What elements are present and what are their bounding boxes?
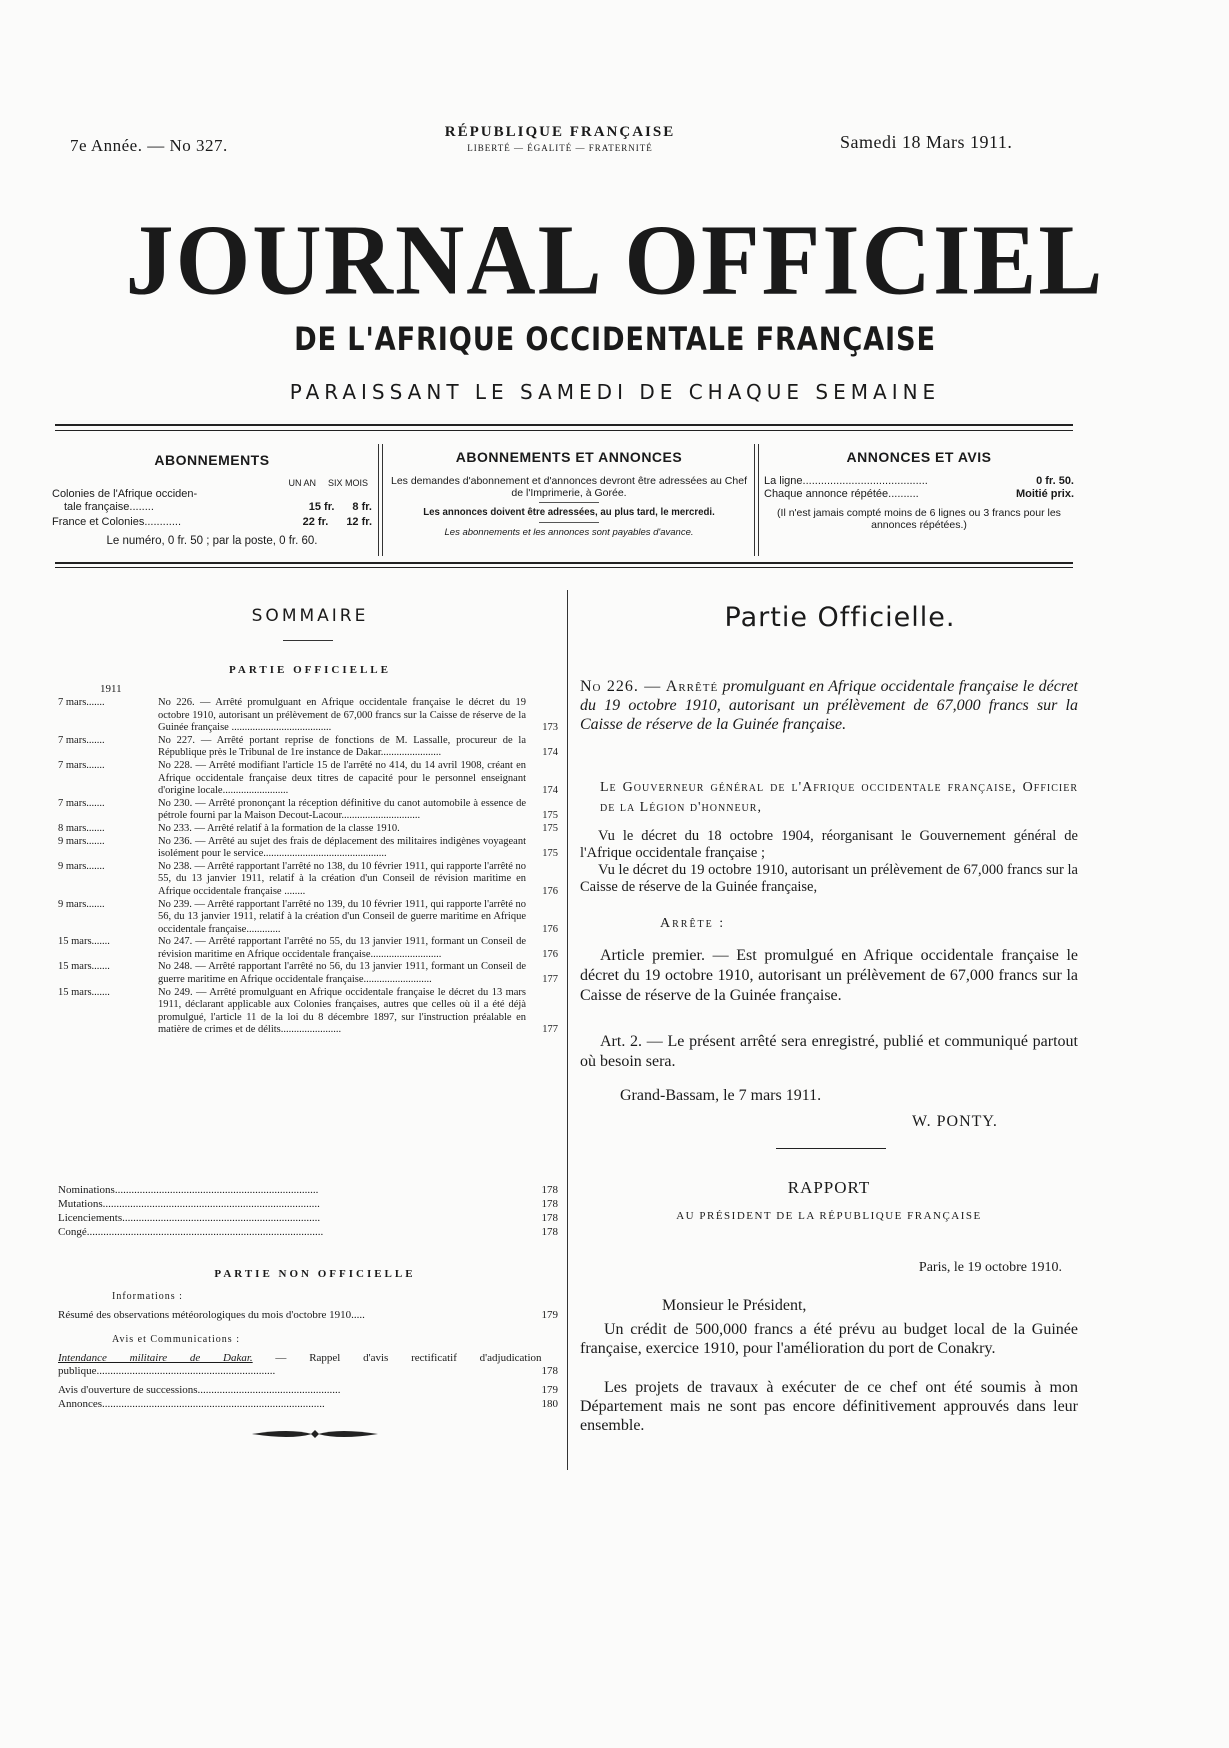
column-divider	[567, 590, 568, 1470]
ab-ann-line1: Les demandes d'abonnement et d'annonces devront être adressées au Chef de l'Imprimerie, à Gorée.	[390, 475, 747, 499]
article-premier: Article premier. — Est promulgué en Afrique occidentale française le décret du 19 octobre 1910, autorisant un prélèvement de 67,000 francs sur la Caisse de réserve de la Guinée française.	[580, 947, 1078, 1004]
box-divider-2	[754, 444, 759, 556]
sommaire-misc	[58, 1183, 558, 1239]
rapport-salutation: Monsieur le Président,	[662, 1297, 807, 1314]
section-rule	[776, 1148, 886, 1149]
rapport-paragraph-1: Un crédit de 500,000 francs a été prévu au budget local de la Guinée française, exercice 1910, pour l'amélioration du port de Conakry.	[580, 1321, 1078, 1357]
ab-ann-line3: Les abonnements et les annonces sont payables d'avance.	[444, 527, 694, 538]
row1-label-b: tale française........	[64, 501, 154, 513]
abonnements-box	[52, 452, 372, 547]
col-un-an: UN AN	[288, 478, 316, 488]
toc-entry: 15 mars....... No 248. — Arrêté rapportant l'arrêté no 56, du 13 janvier 1911, formant un Conseil de guerre maritime en Afrique occidentale française.......................... 177	[58, 961, 558, 986]
header-rule-bottom	[55, 562, 1073, 564]
sommaire-entries	[58, 697, 558, 1037]
sommaire-title: SOMMAIRE	[251, 606, 369, 626]
row1-label-a: Colonies de l'Afrique occiden-	[52, 488, 198, 500]
row2-label: France et Colonies............	[52, 516, 181, 528]
vu-decret-1: Vu le décret du 18 octobre 1904, réorganisant le Gouvernement général de l'Afrique occidentale française ;	[580, 828, 1078, 861]
informations-heading: Informations :	[112, 1291, 183, 1302]
rapport-paragraph-2: Les projets de travaux à exécuter de ce chef ont été soumis à mon Département mais ne sont pas encore définitivement approuvés dans leur ensemble.	[580, 1379, 1078, 1434]
box-divider-1	[378, 444, 383, 556]
arrete-label: Arrête :	[660, 916, 726, 931]
toc-entry: 7 mars....... No 228. — Arrêté modifiant l'article 15 de l'arrêté no 414, du 14 avril 1908, créant en Afrique occidentale française deux titres de capacité pour le personnel enseignant d'origine locale......................... 174	[58, 759, 558, 797]
republic-block	[380, 124, 740, 153]
sommaire-partie-officielle: PARTIE OFFICIELLE	[229, 664, 391, 676]
republic-title: RÉPUBLIQUE FRANÇAISE	[444, 124, 676, 140]
abonnements-annonces-title: ABONNEMENTS ET ANNONCES	[455, 449, 683, 465]
intendance-row: Intendance militaire de Dakar. — Rappel d'avis rectificatif d'adjudication publique................................................................. 178	[58, 1352, 558, 1377]
toc-entry: 9 mars....... No 236. — Arrêté au sujet des frais de déplacement des militaires indigènes voyageant isolément pour le service............................................... 175	[58, 835, 558, 860]
masthead-subtitle: DE L'AFRIQUE OCCIDENTALE FRANÇAISE	[294, 320, 936, 358]
row2-val2: 12 fr.	[346, 516, 372, 528]
numero-price: Le numéro, 0 fr. 50 ; par la poste, 0 fr. 60.	[106, 535, 318, 547]
row1-val2: 8 fr.	[352, 501, 372, 513]
abonnements-title: ABONNEMENTS	[154, 452, 270, 468]
avis-communications-heading: Avis et Communications :	[112, 1334, 240, 1345]
toc-entry: 8 mars....... No 233. — Arrêté relatif à la formation de la classe 1910. 175	[58, 822, 558, 834]
repetee-value: Moitié prix.	[1015, 488, 1074, 500]
issue-number: 7e Année. — No 327.	[70, 136, 228, 155]
misc-row: Licenciements........................................................................ 178	[58, 1212, 558, 1224]
header-rule-top	[55, 424, 1073, 426]
annonces-row: Annonces................................................................................. 180	[58, 1398, 558, 1410]
signature: W. PONTY.	[912, 1113, 998, 1130]
annonce-repetee-row	[764, 488, 1074, 501]
annonces-note: (Il n'est jamais compté moins de 6 lignes ou 3 francs pour les annonces répétées.)	[777, 507, 1061, 531]
article-2: Art. 2. — Le présent arrêté sera enregistré, publié et communiqué partout où besoin sera.	[580, 1033, 1078, 1070]
ligne-label: La ligne.........................................	[764, 475, 928, 487]
masthead-tagline: PARAISSANT LE SAMEDI DE CHAQUE SEMAINE	[289, 380, 941, 404]
abonnements-row-colonies	[52, 488, 372, 514]
partie-officielle-title: Partie Officielle.	[724, 602, 956, 633]
annonce-ligne-row	[764, 475, 1074, 488]
vu-decret-2: Vu le décret du 19 octobre 1910, autorisant un prélèvement de 67,000 francs sur la Caisse de réserve de la Guinée française,	[580, 862, 1078, 895]
toc-entry: 7 mars....... No 226. — Arrêté promulguant en Afrique occidentale française le décret du 19 octobre 1910, autorisant un prélèvement de 67,000 francs sur la Caisse de réserve de la Guinée française ...................................... 173	[58, 697, 558, 734]
ab-ann-sep2	[539, 522, 599, 523]
arrete-heading: No 226. — Arrêté promulguant en Afrique occidentale française le décret du 19 octobre 1910, autorisant un prélèvement de 67,000 francs sur la Caisse de réserve de la Guinée française.	[580, 678, 1078, 733]
ornament-divider	[250, 1428, 380, 1440]
header-rule-top-2	[55, 430, 1073, 431]
resume-row: Résumé des observations météorologiques du mois d'octobre 1910..... 179	[58, 1309, 558, 1321]
sommaire-partie-non-officielle: PARTIE NON OFFICIELLE	[214, 1268, 416, 1280]
toc-entry: 9 mars....... No 238. — Arrêté rapportant l'arrêté no 138, du 10 février 1911, qui rapporte l'arrêté no 55, du 13 janvier 1911, relatif à la création d'un Conseil de révision maritime en Afrique occidentale française ........ 176	[58, 860, 558, 897]
sommaire-year: 1911	[100, 683, 122, 695]
toc-entry: 15 mars....... No 249. — Arrêté promulguant en Afrique occidentale française le décret du 13 mars 1911, déclarant applicable aux Colonies françaises, autres que celles où il a été déjà promulgué, l'article 11 de la loi du 8 décembre 1897, sur l'instruction préalable en matière de crimes et de délits....................... 177	[58, 986, 558, 1036]
ab-ann-line2: Les annonces doivent être adressées, au plus tard, le mercredi.	[423, 506, 715, 518]
abonnements-col-headers	[52, 478, 372, 488]
rapport-title: RAPPORT	[787, 1178, 871, 1197]
place-date: Grand-Bassam, le 7 mars 1911.	[620, 1087, 822, 1104]
abonnements-row-france	[52, 516, 372, 529]
toc-entry: 7 mars....... No 227. — Arrêté portant reprise de fonctions de M. Lassalle, procureur de la République près le Tribunal de 1re instance de Dakar....................... 174	[58, 734, 558, 759]
rapport-date: Paris, le 19 octobre 1910.	[918, 1260, 1062, 1275]
masthead-title: JOURNAL OFFICIEL	[125, 203, 1105, 316]
issue-date: Samedi 18 Mars 1911.	[840, 132, 1013, 152]
misc-row: Congé...................................................................................... 178	[58, 1226, 558, 1238]
abonnements-annonces-box	[388, 449, 750, 538]
row2-val1: 22 fr.	[302, 516, 329, 528]
sommaire-rule	[283, 640, 333, 641]
annonces-avis-box	[764, 449, 1074, 531]
annonces-avis-title: ANNONCES ET AVIS	[846, 449, 992, 465]
successions-row: Avis d'ouverture de successions.................................................... 179	[58, 1384, 558, 1396]
republic-motto: LIBERTÉ — ÉGALITÉ — FRATERNITÉ	[467, 143, 653, 153]
misc-row: Mutations............................................................................... 178	[58, 1198, 558, 1210]
row1-val1: 15 fr.	[308, 501, 335, 513]
toc-entry: 7 mars....... No 230. — Arrêté prononçant la réception définitive du canot automobile à essence de pétrole fourni par la Maison Decout-Lacour.............................. 175	[58, 797, 558, 822]
misc-row: Nominations.......................................................................... 178	[58, 1184, 558, 1196]
ligne-value: 0 fr. 50.	[1036, 475, 1074, 487]
col-six-mois: SIX MOIS	[327, 478, 368, 488]
header-rule-bottom-2	[55, 567, 1073, 568]
gouverneur-line: Le Gouverneur général de l'Afrique occidentale française, Officier de la Légion d'honneur,	[600, 780, 1078, 815]
toc-entry: 15 mars....... No 247. — Arrêté rapportant l'arrêté no 55, du 13 janvier 1911, formant un Conseil de révision maritime en Afrique occidentale française........................... 176	[58, 936, 558, 960]
toc-entry: 9 mars....... No 239. — Arrêté rapportant l'arrêté no 139, du 10 février 1911, qui rapporte l'arrêté no 56, du 13 janvier 1911, relatif à la création d'un Conseil de guerre maritime en Afrique occidentale française............. 176	[58, 898, 558, 935]
repetee-label: Chaque annonce répétée..........	[764, 488, 919, 500]
ab-ann-sep1	[539, 502, 599, 503]
rapport-addressee: AU PRÉSIDENT DE LA RÉPUBLIQUE FRANÇAISE	[676, 1210, 982, 1222]
